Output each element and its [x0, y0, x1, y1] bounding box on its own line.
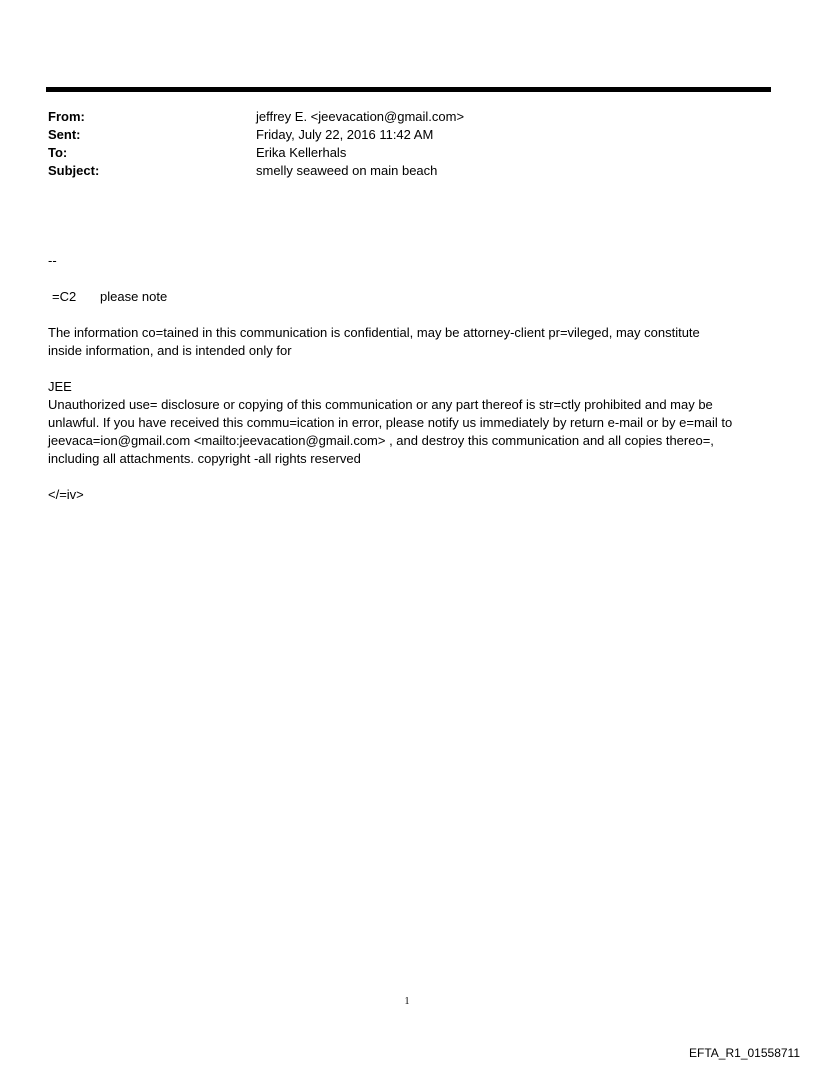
- header-rule: [46, 87, 771, 92]
- page-number: 1: [404, 996, 410, 1007]
- unauthorized-line-1: Unauthorized use= disclosure or copying of this communication or any part thereof is str=ctly prohibited and may be: [48, 397, 713, 412]
- signature-dash: --: [48, 253, 57, 268]
- note-code: =C2: [52, 289, 77, 304]
- confidential-line-1: The information co=tained in this communication is confidential, may be attorney-client pr=vileged, may constitute: [48, 325, 700, 340]
- confidential-line-2: inside information, and is intended only for: [48, 343, 292, 358]
- closing-tag: </=iv>: [48, 487, 84, 502]
- note-text: please note: [100, 289, 168, 304]
- unauthorized-line-2: unlawful. If you have received this commu=ication in error, please notify us immediately by return e-mail or by e=mail to: [48, 415, 733, 430]
- note-line: [48, 288, 773, 306]
- subject-label: Subject:: [48, 163, 100, 178]
- from-label: From:: [48, 109, 85, 124]
- to-label: To:: [48, 145, 68, 160]
- to-value: Erika Kellerhals: [256, 145, 347, 160]
- unauthorized-line-4: including all attachments. copyright -all rights reserved: [48, 451, 361, 466]
- bates-number: EFTA_R1_01558711: [689, 1046, 800, 1060]
- from-value: jeffrey E. <jeevacation@gmail.com>: [256, 109, 465, 124]
- sent-value: Friday, July 22, 2016 11:42 AM: [256, 127, 434, 142]
- sent-label: Sent:: [48, 127, 81, 142]
- unauthorized-line-3: jeevaca=ion@gmail.com <mailto:jeevacation@gmail.com> , and destroy this communication and all copies thereo=,: [48, 433, 714, 448]
- jee-line: JEE: [48, 379, 72, 394]
- subject-value: smelly seaweed on main beach: [256, 163, 438, 178]
